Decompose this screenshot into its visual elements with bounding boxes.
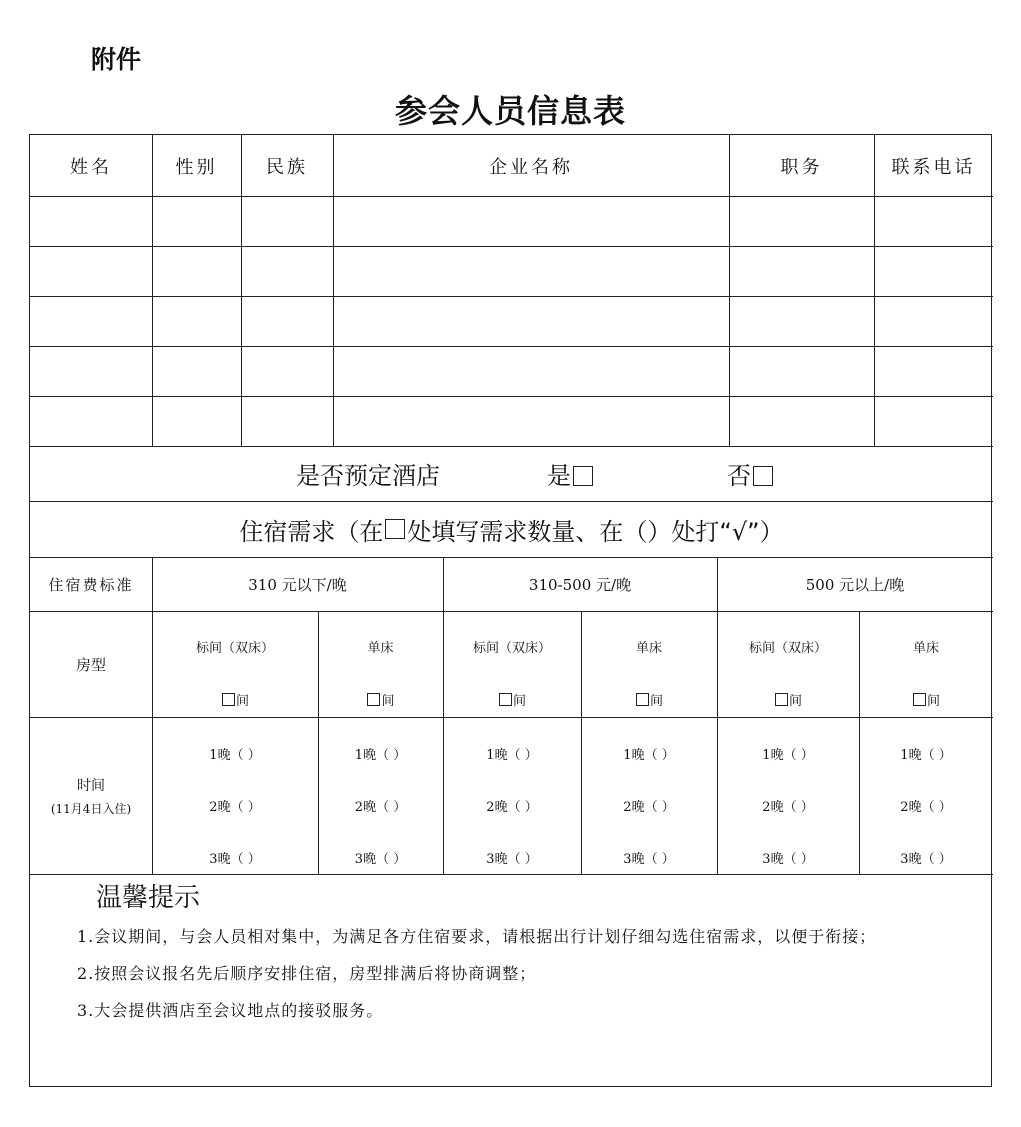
room-type-tier1-twin: 标间（双床）	[195, 640, 274, 656]
room-type-tier1-single: 单床	[367, 640, 394, 656]
hotel-booking-question: 是否预定酒店	[296, 462, 440, 490]
input-cell-name[interactable]	[30, 196, 152, 246]
room-qty-unit: 间	[235, 693, 249, 709]
hotel-no-label: 否	[727, 462, 751, 490]
room-qty-checkbox-tier3-single[interactable]	[913, 693, 926, 706]
input-cell-position[interactable]	[729, 346, 874, 396]
room-qty-unit: 间	[788, 693, 802, 709]
nights-2-tier3-twin[interactable]: 2晚（ ）	[762, 799, 814, 815]
nights-1-tier2-twin[interactable]: 1晚（ ）	[486, 747, 538, 763]
room-qty-unit: 间	[649, 693, 663, 709]
tip-item-3: 3.大会提供酒店至会议地点的接驳服务。	[77, 1001, 384, 1020]
input-cell-name[interactable]	[30, 296, 152, 346]
tip-item-2: 2.按照会议报名先后顺序安排住宿，房型排满后将协商调整；	[77, 964, 537, 983]
fee-tier-3: 500 元以上/晚	[805, 575, 905, 594]
input-cell-company[interactable]	[333, 346, 729, 396]
input-cell-ethnicity[interactable]	[241, 296, 333, 346]
header-gender: 性别	[175, 156, 218, 178]
room-qty-tier3-twin	[717, 684, 859, 714]
input-cell-company[interactable]	[333, 246, 729, 296]
input-cell-position[interactable]	[729, 246, 874, 296]
room-qty-unit: 间	[381, 693, 395, 709]
table-rule	[30, 717, 993, 718]
header-ethnicity: 民族	[266, 156, 308, 178]
room-qty-tier3-single	[859, 684, 993, 714]
fee-tier-2: 310-500 元/晚	[528, 575, 632, 594]
table-rule	[30, 874, 993, 875]
hotel-yes-label: 是	[547, 462, 571, 490]
input-cell-company[interactable]	[333, 396, 729, 446]
input-cell-name[interactable]	[30, 346, 152, 396]
nights-2-tier1-single[interactable]: 2晚（ ）	[354, 799, 407, 815]
input-cell-company[interactable]	[333, 196, 729, 246]
input-cell-phone[interactable]	[874, 196, 993, 246]
nights-3-tier2-twin[interactable]: 3晚（ ）	[486, 851, 538, 867]
header-name: 姓名	[70, 156, 112, 178]
input-cell-gender[interactable]	[152, 196, 241, 246]
nights-1-tier1-single[interactable]: 1晚（ ）	[354, 747, 407, 763]
room-qty-unit: 间	[512, 693, 526, 709]
nights-2-tier2-single[interactable]: 2晚（ ）	[623, 799, 675, 815]
room-type-tier3-single: 单床	[912, 640, 939, 656]
room-type-tier2-twin: 标间（双床）	[472, 640, 551, 656]
room-qty-tier1-single	[318, 684, 443, 714]
tips-title: 温馨提示	[96, 883, 201, 913]
lodging-requirement-note	[30, 501, 993, 557]
nights-2-tier1-twin[interactable]: 2晚（ ）	[209, 799, 261, 815]
room-qty-checkbox-tier2-single[interactable]	[636, 693, 649, 706]
table-rule	[30, 611, 993, 612]
lodging-note-before: 住宿需求（在	[239, 517, 384, 546]
nights-3-tier3-single[interactable]: 3晚（ ）	[900, 851, 952, 867]
nights-1-tier3-single[interactable]: 1晚（ ）	[900, 747, 952, 763]
input-cell-gender[interactable]	[152, 296, 241, 346]
nights-3-tier2-single[interactable]: 3晚（ ）	[623, 851, 675, 867]
input-cell-position[interactable]	[729, 296, 874, 346]
room-qty-tier2-twin	[443, 684, 581, 714]
nights-1-tier3-twin[interactable]: 1晚（ ）	[762, 747, 814, 763]
input-cell-position[interactable]	[729, 196, 874, 246]
form-title: 参会人员信息表	[394, 92, 626, 130]
room-qty-checkbox-tier1-single[interactable]	[367, 693, 380, 706]
room-type-tier2-single: 单床	[635, 640, 662, 656]
input-cell-gender[interactable]	[152, 346, 241, 396]
tip-item-1: 1.会议期间，与会人员相对集中，为满足各方住宿要求，请根据出行计划仔细勾选住宿需求，以便于衔接；	[77, 927, 877, 946]
input-cell-position[interactable]	[729, 396, 874, 446]
fee-tier-1: 310 元以下/晚	[248, 575, 347, 594]
nights-3-tier3-twin[interactable]: 3晚（ ）	[762, 851, 814, 867]
input-cell-gender[interactable]	[152, 246, 241, 296]
input-cell-ethnicity[interactable]	[241, 246, 333, 296]
attachment-label: 附件	[91, 45, 142, 74]
nights-1-tier1-twin[interactable]: 1晚（ ）	[209, 747, 261, 763]
hotel-no-checkbox[interactable]	[753, 466, 773, 486]
room-qty-checkbox-tier3-twin[interactable]	[775, 693, 788, 706]
hotel-no-option	[727, 456, 775, 491]
input-cell-ethnicity[interactable]	[241, 396, 333, 446]
nights-3-tier1-single[interactable]: 3晚（ ）	[354, 851, 407, 867]
hotel-yes-checkbox[interactable]	[573, 466, 593, 486]
input-cell-ethnicity[interactable]	[241, 196, 333, 246]
lodging-note-after: 处填写需求数量、在（）处打“√”）	[407, 517, 784, 546]
header-company: 企业名称	[489, 156, 573, 178]
room-qty-checkbox-tier1-twin[interactable]	[222, 693, 235, 706]
input-cell-phone[interactable]	[874, 246, 993, 296]
fee-standard-label: 住宿费标准	[48, 575, 134, 594]
room-qty-checkbox-tier2-twin[interactable]	[499, 693, 512, 706]
nights-1-tier2-single[interactable]: 1晚（ ）	[623, 747, 675, 763]
input-cell-name[interactable]	[30, 246, 152, 296]
room-qty-tier1-twin	[152, 684, 318, 714]
time-label-cell	[30, 717, 152, 874]
input-cell-phone[interactable]	[874, 296, 993, 346]
nights-2-tier2-twin[interactable]: 2晚（ ）	[486, 799, 538, 815]
nights-2-tier3-single[interactable]: 2晚（ ）	[900, 799, 952, 815]
hotel-booking-row	[30, 446, 993, 501]
room-qty-tier2-single	[581, 684, 717, 714]
room-qty-unit: 间	[926, 693, 940, 709]
input-cell-company[interactable]	[333, 296, 729, 346]
time-label: 时间	[77, 777, 105, 794]
input-cell-ethnicity[interactable]	[241, 346, 333, 396]
input-cell-phone[interactable]	[874, 396, 993, 446]
header-phone: 联系电话	[891, 156, 976, 178]
hotel-yes-option	[547, 456, 595, 491]
input-cell-phone[interactable]	[874, 346, 993, 396]
room-type-label: 房型	[75, 655, 106, 674]
input-cell-gender[interactable]	[152, 396, 241, 446]
time-sublabel: (11月4日入住)	[50, 801, 132, 816]
lodging-note-box-symbol	[385, 519, 405, 539]
room-type-tier3-twin: 标间（双床）	[748, 640, 827, 656]
nights-3-tier1-twin[interactable]: 3晚（ ）	[209, 851, 261, 867]
input-cell-name[interactable]	[30, 396, 152, 446]
header-position: 职务	[780, 156, 823, 178]
